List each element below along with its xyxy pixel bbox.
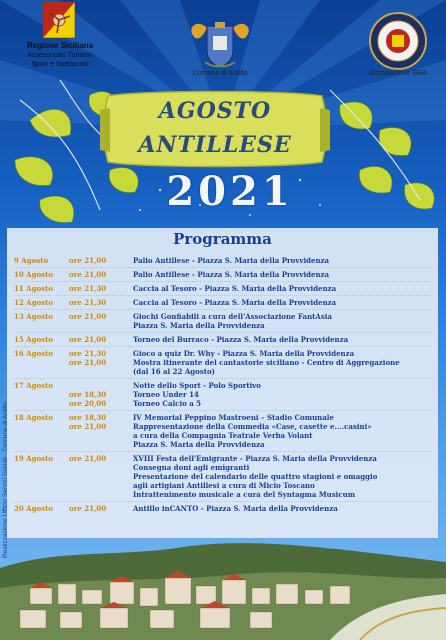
village-landscape: [0, 538, 446, 640]
event-date: 15 Agosto: [14, 335, 54, 344]
event-description-line: a cura della Compagnia Teatrale Verba Volant: [133, 431, 313, 440]
row-separator: [14, 309, 431, 310]
event-description: [133, 454, 433, 499]
event-description-line: Gioco a quiz Dr. Why - Piazza S. Maria della Provvidenza: [133, 349, 355, 358]
event-date: 9 Agosto: [14, 256, 49, 265]
event-time: ore 21,00: [69, 422, 107, 431]
event-date: 11 Agosto: [14, 284, 54, 293]
event-description-line: Piazza S. Maria della Provvidenza: [133, 321, 265, 330]
event-description-line: Intrattenimento musicale a cura del Syntagma Musicum: [133, 490, 356, 499]
event-description-line: Torneo Calcio a 5: [133, 399, 202, 408]
event-description-line: Caccia al Tesoro - Piazza S. Maria della Provvidenza: [133, 298, 337, 307]
row-separator: [14, 295, 431, 296]
title-agosto: AGOSTO: [158, 98, 272, 124]
event-description-line: Palio Antillese - Piazza S. Maria della Provvidenza: [133, 256, 330, 265]
row-separator: [14, 267, 431, 268]
row-separator: [14, 346, 431, 347]
event-description-line: IV Memorial Peppino Mastroeni – Stadio Comunale: [133, 413, 334, 422]
event-time: ore 21,30: [69, 349, 107, 358]
event-description-line: Caccia al Tesoro - Piazza S. Maria della Provvidenza: [133, 284, 337, 293]
comune-label: Comune di Antillo: [192, 70, 248, 77]
event-time: ore 21,30: [69, 284, 107, 293]
region-name: Regione Siciliana: [26, 41, 94, 50]
event-time: ore 18,30: [69, 390, 107, 399]
event-description: [133, 504, 433, 513]
row-separator: [14, 332, 431, 333]
region-department: Assessorato Turismo: [27, 52, 93, 59]
event-description: [133, 381, 433, 408]
event-date: 16 Agosto: [14, 349, 54, 358]
event-time: ore 21,00: [69, 312, 107, 321]
row-separator: [14, 410, 431, 411]
row-separator: [14, 451, 431, 452]
event-date: 20 Agosto: [14, 504, 54, 513]
title-antillese: ANTILLESE: [138, 132, 292, 158]
event-description: [133, 270, 433, 279]
event-date: 12 Agosto: [14, 298, 54, 307]
event-description-line: Mostra itinerante del cantastorie siciliano - Centro di Aggregazione: [133, 358, 400, 367]
regione-siciliana-crest: [39, 0, 79, 40]
event-description-line: Rappresentazione della Commedia «Case, casette e....casini»: [133, 422, 372, 431]
event-date: 19 Agosto: [14, 454, 54, 463]
event-year: 2021: [166, 168, 294, 215]
side-credit-text: Realizzazione Ufficio Servizi Sociali - Comune di Antillo: [2, 401, 9, 558]
program-box: [7, 228, 438, 538]
event-description-line: (dal 16 al 22 Agosto): [133, 367, 215, 376]
event-date: 17 Agosto: [14, 381, 54, 390]
event-time: ore 21,00: [69, 504, 107, 513]
event-description-line: Antillo inCANTO - Piazza S. Maria della Provvidenza: [133, 504, 338, 513]
event-description-line: agli artigiani Antillesi a cura di Micio Toscano: [133, 481, 315, 490]
event-date: 10 Agosto: [14, 270, 54, 279]
event-time: ore 21,00: [69, 270, 107, 279]
associazione-era-logo: [369, 12, 427, 70]
event-time: ore 21,00: [69, 358, 107, 367]
event-description: [133, 413, 433, 449]
event-description: [133, 312, 433, 330]
event-description-line: Piazza S. Maria della Provvidenza: [133, 440, 265, 449]
comune-antillo-emblem: [185, 18, 255, 70]
event-description: [133, 284, 433, 293]
region-department-sub: Sport e Spettacolo: [31, 61, 89, 68]
event-description-line: XVIII Festa dell'Emigrante - Piazza S. Maria della Provvidenza: [133, 454, 377, 463]
event-time: ore 21,30: [69, 298, 107, 307]
event-time: ore 21,00: [69, 335, 107, 344]
event-description: [133, 335, 433, 344]
event-description-line: Torneo del Burraco - Piazza S. Maria della Provvidenza: [133, 335, 349, 344]
event-description-line: Giochi Gonfiabili a cura dell'Associazione FantAsia: [133, 312, 332, 321]
event-description-line: Torneo Under 14: [133, 390, 199, 399]
row-separator: [14, 378, 431, 379]
event-time: ore 18,30: [69, 413, 107, 422]
event-description: [133, 349, 433, 376]
event-description-line: Presentazione del calendario delle quattro stagioni e omaggio: [133, 472, 378, 481]
event-time: ore 21,00: [69, 454, 107, 463]
event-description: [133, 256, 433, 265]
event-date: 13 Agosto: [14, 312, 54, 321]
event-date: 18 Agosto: [14, 413, 54, 422]
event-description: [133, 298, 433, 307]
association-label: Associazione ERA: [369, 70, 427, 77]
event-description-line: Notte dello Sport - Polo Sportivo: [133, 381, 261, 390]
event-time: ore 21,00: [69, 256, 107, 265]
event-description-line: Consegna doni agli emigranti: [133, 463, 250, 472]
program-heading: Programma: [173, 230, 272, 248]
row-separator: [14, 501, 431, 502]
event-description-line: Palio Antillese - Piazza S. Maria della Provvidenza: [133, 270, 330, 279]
row-separator: [14, 281, 431, 282]
event-time: ore 20,00: [69, 399, 107, 408]
